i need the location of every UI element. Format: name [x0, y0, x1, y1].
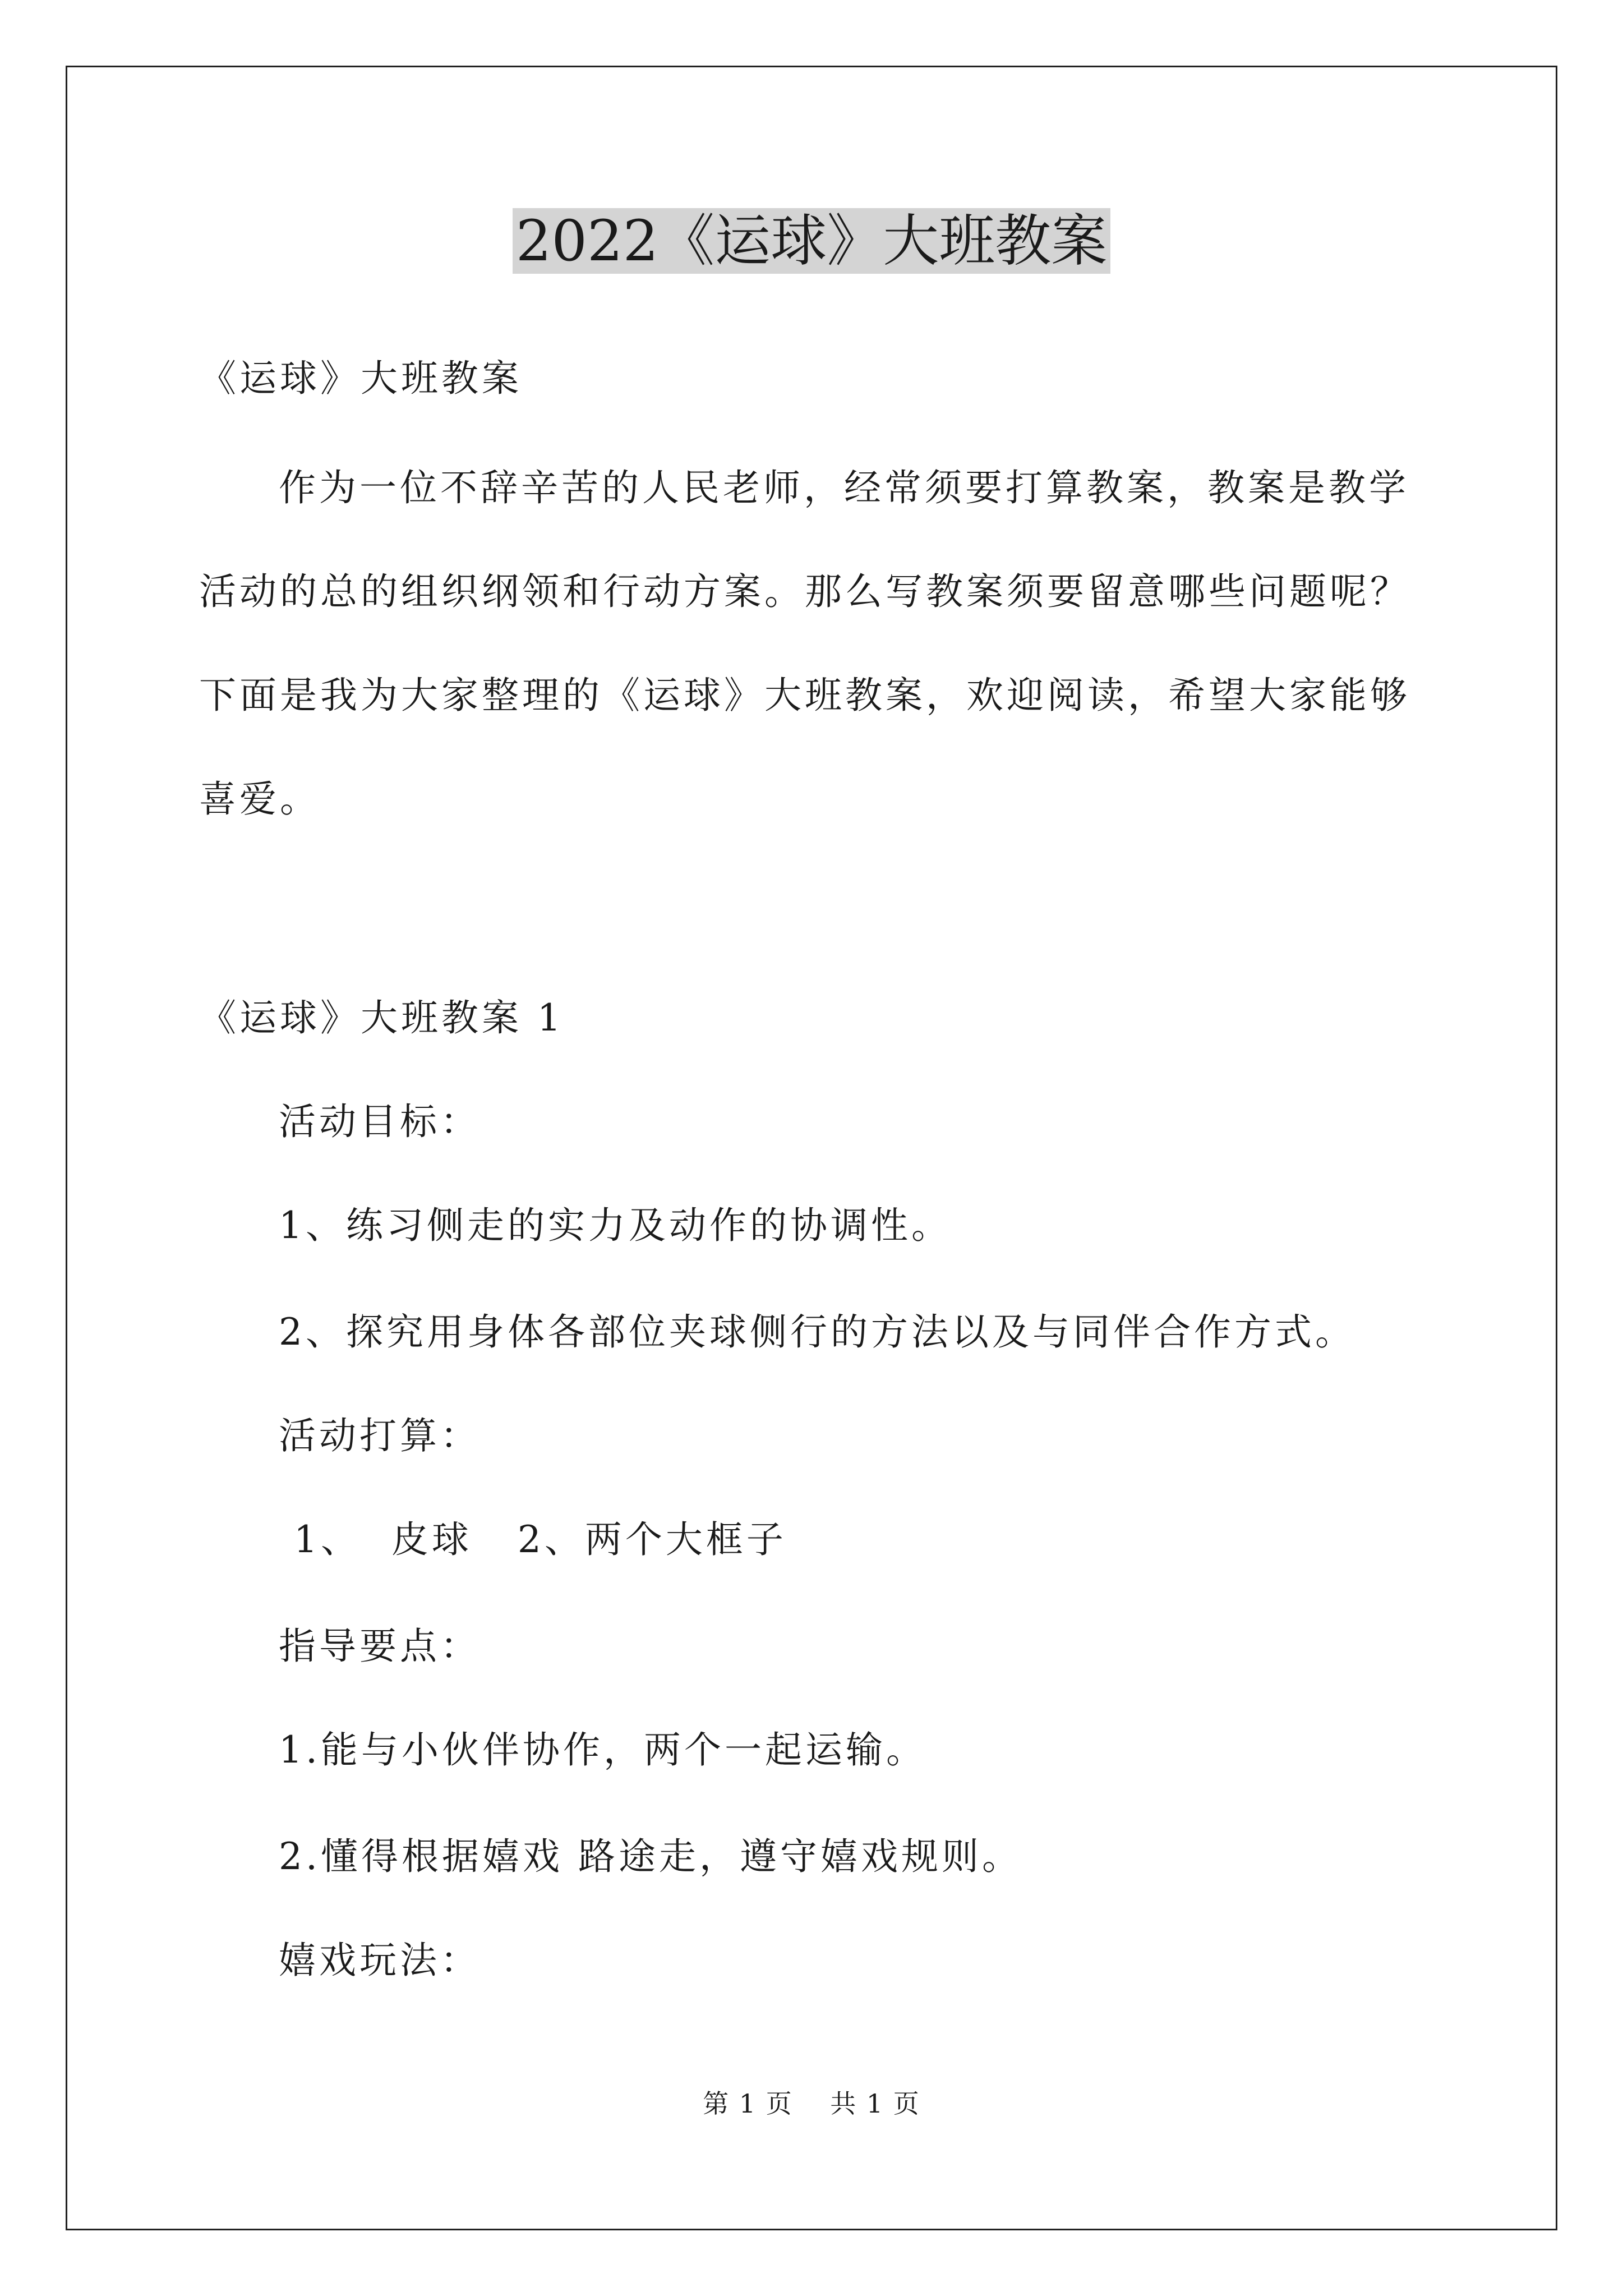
preparation-items: 1、 皮球 2、两个大框子 — [279, 1518, 787, 1561]
guidance-item-1: 1.能与小伙伴协作，两个一起运输。 — [279, 1728, 926, 1772]
goal-item-1: 1、练习侧走的实力及动作的协调性。 — [279, 1204, 952, 1247]
guidance-label: 指导要点： — [279, 1625, 481, 1668]
preparation-label: 活动打算： — [279, 1414, 481, 1457]
intro-line-4: 喜爱。 — [199, 777, 320, 821]
guidance-item-2: 2.懂得根据嬉戏 路途走，遵守嬉戏规则。 — [279, 1835, 1022, 1878]
document-title-text: 2022《运球》大班教案 — [513, 208, 1111, 274]
document-title — [0, 202, 1623, 280]
activity-goals-label: 活动目标： — [279, 1100, 481, 1143]
section-heading: 《运球》大班教案 1 — [199, 996, 564, 1039]
intro-line-2: 活动的总的组织纲领和行动方案。那么写教案须要留意哪些问题呢？ — [199, 570, 1410, 613]
gameplay-label: 嬉戏玩法： — [279, 1939, 481, 1982]
intro-line-1: 作为一位不辞辛苦的人民老师，经常须要打算教案，教案是教学 — [279, 466, 1409, 509]
page-footer: 第 1 页 共 1 页 — [703, 2088, 920, 2119]
goal-item-2: 2、探究用身体各部位夹球侧行的方法以及与同伴合作方式。 — [279, 1310, 1355, 1354]
intro-line-3: 下面是我为大家整理的《运球》大班教案，欢迎阅读，希望大家能够 — [199, 674, 1410, 717]
document-subtitle: 《运球》大班教案 — [199, 357, 522, 400]
